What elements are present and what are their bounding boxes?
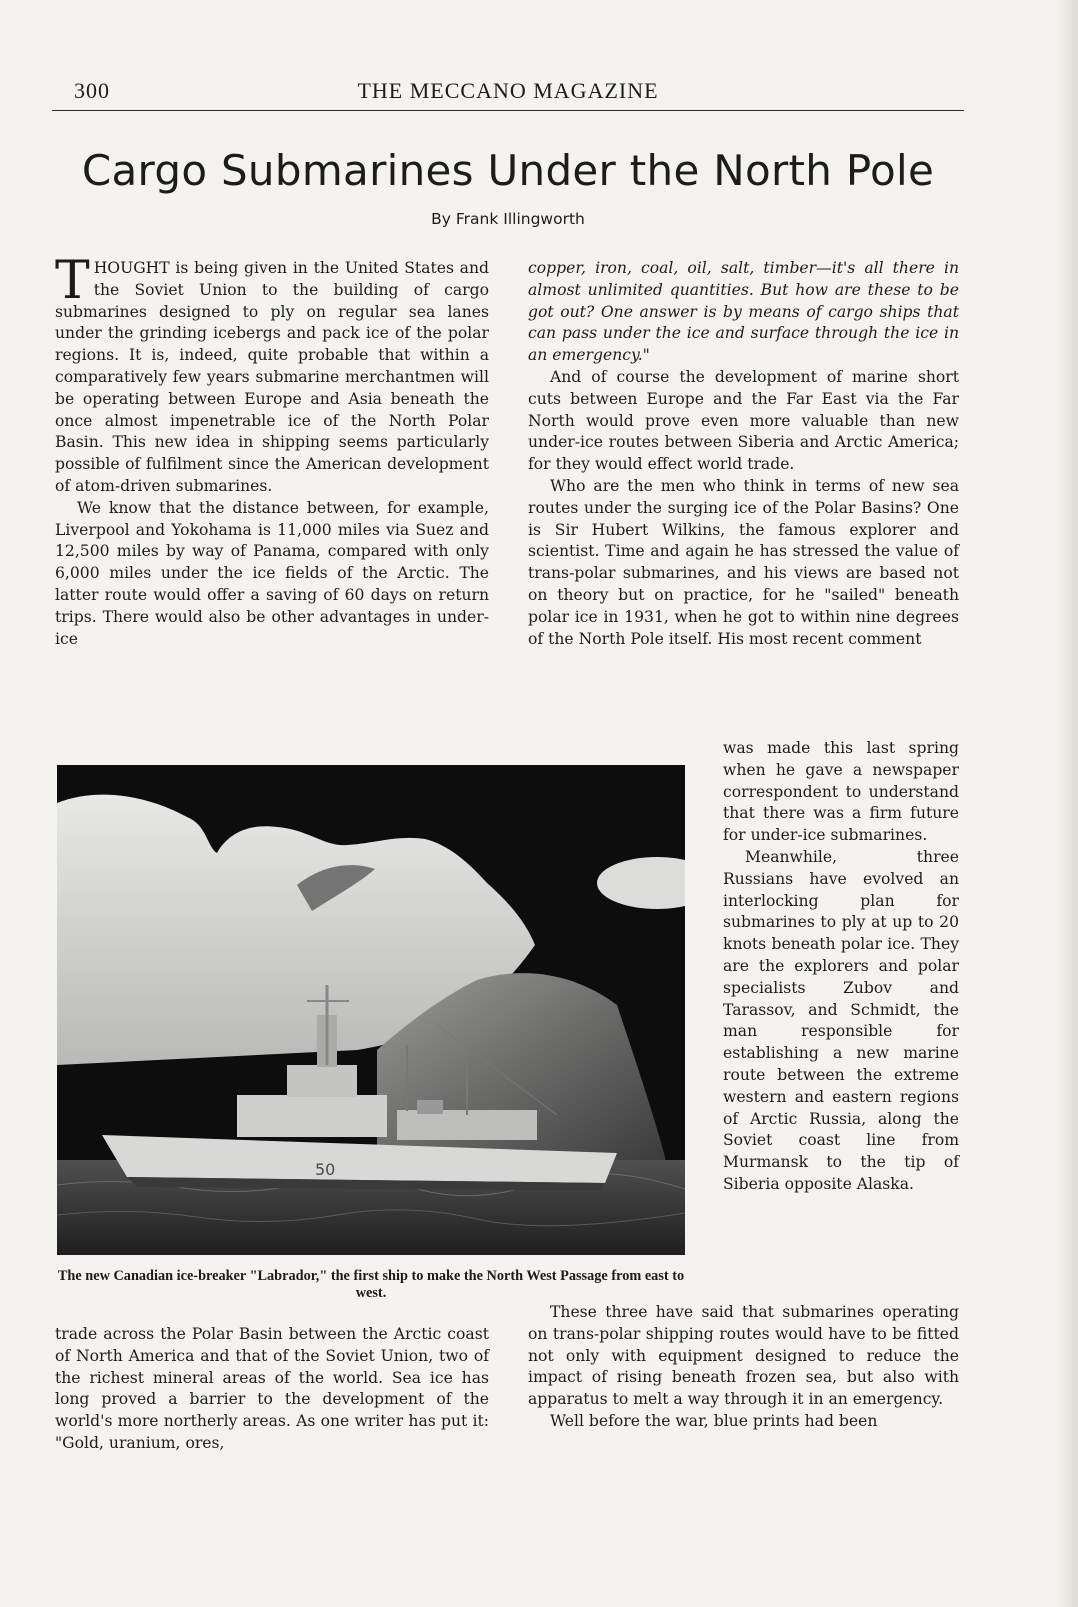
hull-number: 50: [315, 1160, 336, 1179]
paragraph: Meanwhile, three Russians have evolved an interlocking plan for submarines to ply at up to 20 knots beneath polar ice. They are the explorers and polar specialists Zubov and Tarassov, and Schmidt, the man responsible for establishing a new marine route between the extreme western and eastern regions of Arctic Russia, along the Soviet coast line from Murmansk to the tip of Siberia opposite Alaska.: [723, 847, 959, 1193]
right-column-top: [528, 258, 959, 650]
paragraph: trade across the Polar Basin between the Arctic coast of North America and that of the Soviet Union, two of the richest mineral areas of the world. Sea ice has long proved a barrier to the development of the world's more northerly areas. As one writer has put it: "Gold, uranium, ores,: [55, 1325, 489, 1452]
article-title: Cargo Submarines Under the North Pole: [81, 146, 935, 195]
paragraph: was made this last spring when he gave a newspaper correspondent to understand that there was a firm future for under-ice submarines.: [723, 739, 959, 845]
icebreaker-photo-drawing: [57, 765, 685, 1255]
photo-caption: The new Canadian ice-breaker "Labrador," the first ship to make the North West Passage from east to west.: [57, 1268, 685, 1301]
running-header: [52, 78, 964, 108]
paragraph: We know that the distance between, for example, Liverpool and Yokohama is 11,000 miles via Suez and 12,500 miles by way of Panama, compared with only 6,000 miles under the ice fields of the Arctic. The latter route would offer a saving of 60 days on return trips. There would also be other advantages in under-ice: [55, 498, 489, 648]
drop-cap: T: [55, 251, 90, 311]
icebreaker-photo: [57, 765, 685, 1255]
paragraph: Who are the men who think in terms of new sea routes under the surging ice of the Polar Basins? One is Sir Hubert Wilkins, the famous explorer and scientist. Time and again he has stressed the value of trans-polar submarines, and his views are based not on theory but on practice, for he "sailed" beneath polar ice in 1931, when he got to within nine degrees of the North Pole itself. His most recent comment: [528, 476, 959, 648]
paragraph: Well before the war, blue prints had been: [550, 1411, 878, 1430]
right-column-bottom: [528, 1302, 959, 1433]
left-column-bottom: [55, 1324, 489, 1455]
header-rule: [52, 110, 964, 111]
paragraph-text: HOUGHT is being given in the United States and the Soviet Union to the building of cargo submarines designed to ply on regular sea lanes under the grinding icebergs and pack ice of the polar regions. It is, indeed, quite probable that within a comparatively few years submarine merchantmen will be operating between Europe and Asia beneath the once almost impenetrable ice of the North Polar Basin. This new idea in shipping seems particularly possible of fulfilment since the American development of atom-driven submarines.: [55, 259, 489, 495]
paragraph: And of course the development of marine short cuts between Europe and the Far East via the Far North would prove even more valuable than new under-ice routes between Siberia and Arctic America; for they would effect world trade.: [528, 367, 959, 474]
page-number: 300: [74, 78, 110, 103]
magazine-name: THE MECCANO MAGAZINE: [357, 78, 659, 103]
page-edge-shadow: [1056, 0, 1078, 1607]
right-column-narrow: [723, 738, 959, 1196]
paragraph: [55, 251, 489, 498]
article-byline: By Frank Illingworth: [431, 210, 585, 228]
paragraph: These three have said that submarines operating on trans-polar shipping routes would have to be fitted not only with equipment designed to reduce the impact of rising beneath frozen sea, but also with apparatus to melt a way through it in an emergency.: [528, 1303, 959, 1409]
paragraph: copper, iron, coal, oil, salt, timber—it's all there in almost unlimited quantities. But how are these to be got out? One answer is by means of cargo ships that can pass under the ice and surface through the ice in an emergency.": [528, 259, 959, 365]
left-column-top: [55, 251, 489, 650]
